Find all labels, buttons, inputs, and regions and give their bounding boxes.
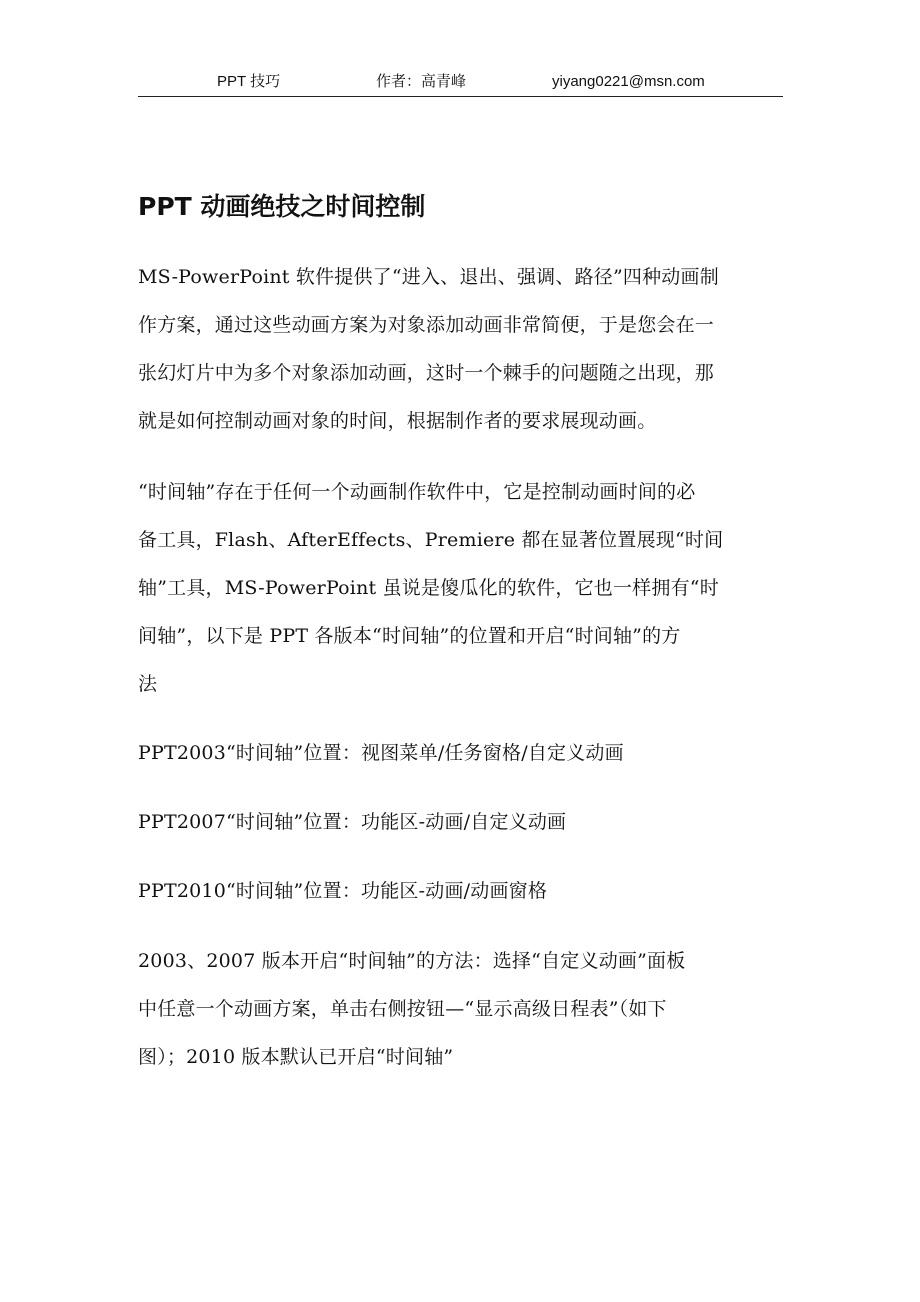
text-line: 中任意一个动画方案，单击右侧按钮—“显示高级日程表”（如下 [138, 998, 667, 1020]
text-line: 图）；2010 版本默认已开启“时间轴” [138, 1046, 454, 1068]
text-line: “时间轴”存在于任何一个动画制作软件中，它是控制动画时间的必 [138, 481, 696, 503]
text-line: 法 [138, 673, 158, 695]
paragraph-ppt2007 [138, 798, 788, 846]
text-line: PPT2010“时间轴”位置：功能区-动画/动画窗格 [138, 880, 548, 902]
paragraph-ppt2003 [138, 729, 788, 777]
text-line: 张幻灯片中为多个对象添加动画，这时一个棘手的问题随之出现，那 [138, 362, 715, 384]
text-line: 就是如何控制动画对象的时间，根据制作者的要求展现动画。 [138, 410, 657, 432]
header-divider [138, 96, 783, 97]
text-line: PPT2003“时间轴”位置：视图菜单/任务窗格/自定义动画 [138, 742, 624, 764]
page-header [138, 70, 783, 98]
text-line: 2003、2007 版本开启“时间轴”的方法：选择“自定义动画”面板 [138, 950, 686, 972]
text-line: PPT2007“时间轴”位置：功能区-动画/自定义动画 [138, 811, 567, 833]
text-line: 间轴”，以下是 PPT 各版本“时间轴”的位置和开启“时间轴”的方 [138, 625, 681, 647]
header-email: yiyang0221@msn.com [552, 73, 705, 90]
text-line: 作方案，通过这些动画方案为对象添加动画非常简便，于是您会在一 [138, 314, 715, 336]
paragraph-ppt2010 [138, 867, 788, 915]
paragraph-timeline [138, 468, 788, 708]
paragraph-intro [138, 253, 788, 445]
text-line: 备工具，Flash、AfterEffects、Premiere 都在显著位置展现“时间 [138, 529, 724, 551]
header-category: PPT 技巧 [217, 73, 281, 90]
paragraph-open-method [138, 937, 788, 1081]
article-title: PPT 动画绝技之时间控制 [138, 192, 426, 221]
text-line: 轴”工具，MS-PowerPoint 虽说是傻瓜化的软件，它也一样拥有“时 [138, 577, 719, 599]
text-line: MS-PowerPoint 软件提供了“进入、退出、强调、路径”四种动画制 [138, 266, 719, 288]
header-author: 作者：高青峰 [376, 73, 467, 90]
